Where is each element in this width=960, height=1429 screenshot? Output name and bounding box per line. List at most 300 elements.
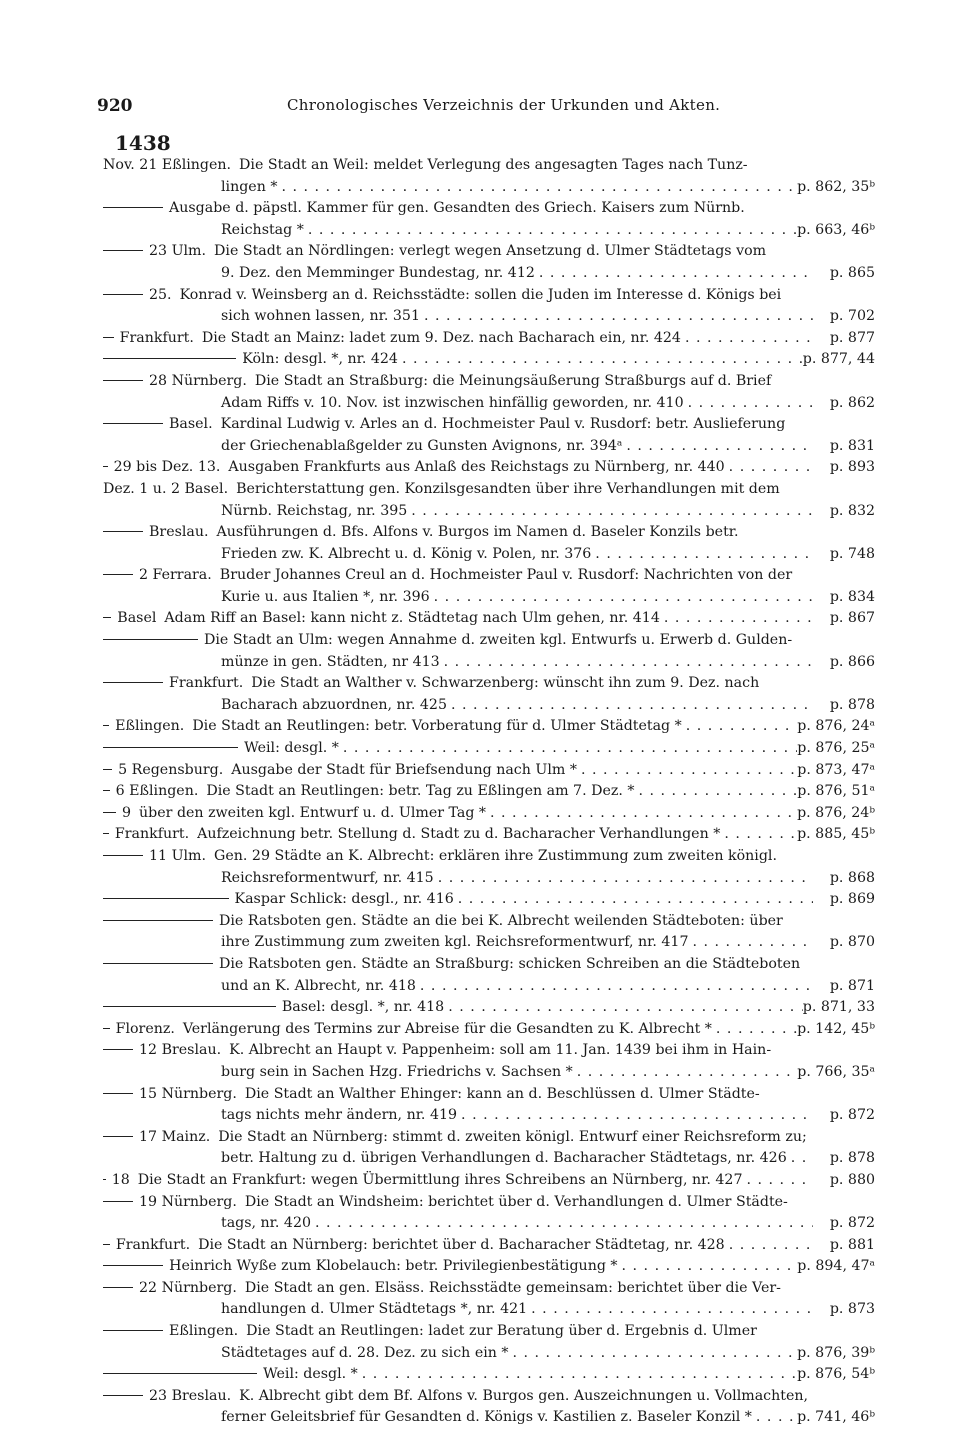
entry-line	[103, 760, 875, 782]
entry-date-place: Frankfurt.	[169, 675, 244, 692]
dot-leader	[277, 177, 797, 199]
dot-leader	[398, 349, 803, 371]
dot-leader	[416, 976, 813, 998]
entry	[103, 1386, 875, 1429]
running-title: Chronologisches Verzeichnis der Urkunden und Akten.	[287, 96, 721, 114]
page-reference: p. 872	[829, 1107, 875, 1124]
entry-line	[103, 263, 875, 285]
entry-text: betr. Haltung zu d. übrigen Verhandlungen d. Bacharacher Städtetags, nr. 426	[221, 1150, 787, 1167]
entry	[103, 1235, 875, 1257]
entry-line	[103, 177, 875, 199]
entry-line	[103, 781, 875, 803]
ditto-rule	[103, 380, 143, 381]
ditto-rule	[103, 963, 213, 964]
entry-list	[103, 155, 875, 1429]
entry-line	[103, 889, 875, 911]
ditto-rule	[103, 1244, 110, 1245]
entry	[103, 630, 875, 673]
entry-text: Verlängerung des Termins zur Abreise für die Gesandten zu K. Albrecht *	[182, 1020, 712, 1037]
entry	[103, 716, 875, 738]
entry-date-place: 2 Ferrara.	[139, 567, 212, 584]
entry	[103, 1278, 875, 1321]
page-reference: p. 872	[829, 1215, 875, 1232]
entry-text: handlungen d. Ulmer Städtetags *, nr. 421	[221, 1301, 528, 1318]
entry-line	[103, 479, 875, 501]
entry	[103, 1040, 875, 1083]
entry-line	[103, 1321, 875, 1343]
ditto-rule	[103, 1179, 106, 1180]
page-reference: p. 766, 35ᵃ	[797, 1063, 875, 1080]
page-reference: p. 741, 46ᵇ	[797, 1409, 875, 1426]
dot-leader	[440, 652, 813, 674]
entry-text: Die Stadt an Frankfurt: wegen Übermittlung ihres Schreibens an Nürnberg, nr. 427	[137, 1171, 743, 1188]
entry-text: Heinrich Wyße zum Klobelauch: betr. Privilegienbestätigung *	[169, 1258, 618, 1275]
ditto-rule	[103, 1028, 110, 1029]
dot-leader	[573, 1062, 798, 1084]
dot-leader	[420, 306, 813, 328]
dot-leader	[527, 1299, 813, 1321]
page-reference: p. 862	[829, 394, 875, 411]
entry-line	[103, 997, 875, 1019]
entry-line	[103, 1213, 875, 1235]
entry	[103, 565, 875, 608]
entry-line	[103, 306, 875, 328]
entry-line	[103, 868, 875, 890]
entry-date-place: 9	[122, 804, 132, 821]
entry-line	[103, 1040, 875, 1062]
dot-leader	[688, 932, 813, 954]
entry-text: Die Ratsboten gen. Städte an Straßburg: schicken Schreiben an die Städteboten	[219, 955, 801, 972]
ditto-rule	[103, 1006, 276, 1007]
entry-date-place: Dez. 1 u. 2 Basel.	[103, 480, 229, 497]
dot-leader	[535, 263, 813, 285]
entry-text: Die Stadt an Walther Ehinger: kann an d. Beschlüssen d. Ulmer Städte-	[244, 1085, 760, 1102]
entry-text: Ausgaben Frankfurts aus Anlaß des Reichstags zu Nürnberg, nr. 440	[228, 459, 725, 476]
entry	[103, 155, 875, 198]
ditto-rule	[103, 1330, 163, 1331]
dot-leader	[447, 695, 813, 717]
entry-text: Bruder Johannes Creul an d. Hochmeister Paul v. Rusdorf: Nachrichten von der	[219, 567, 793, 584]
entry-line	[103, 911, 875, 933]
entry-line	[103, 1170, 875, 1192]
entry	[103, 997, 875, 1019]
entry-text: 9. Dez. den Memminger Bundestag, nr. 412	[221, 264, 535, 281]
entry	[103, 1127, 875, 1170]
dot-leader	[682, 716, 798, 738]
entry-date-place: 12 Breslau.	[139, 1042, 222, 1059]
entry	[103, 328, 875, 350]
entry	[103, 457, 875, 479]
dot-leader	[444, 997, 803, 1019]
entry-line	[103, 349, 875, 371]
entry-text: der Griechenablaßgelder zu Gunsten Avignons, nr. 394ᵃ	[221, 437, 623, 454]
ditto-rule	[103, 250, 143, 251]
entry-text: Die Stadt an gen. Elsäss. Reichsstädte gemeinsam: berichtet über die Ver-	[244, 1279, 781, 1296]
entry-date-place: Eßlingen.	[115, 718, 185, 735]
entry-date-place: 18	[111, 1171, 130, 1188]
entry-text: Adam Riff an Basel: kann nicht z. Städtetag nach Ulm gehen, nr. 414	[164, 610, 660, 627]
entry-text: Ausgabe der Stadt für Briefsendung nach Ulm *	[231, 761, 577, 778]
entry-line	[103, 414, 875, 436]
entry-text: Reichsreformentwurf, nr. 415	[221, 869, 434, 886]
ditto-rule	[103, 639, 198, 640]
page-reference: p. 834	[829, 588, 875, 605]
entry-line	[103, 436, 875, 458]
entry-line	[103, 328, 875, 350]
entry-text: Aufzeichnung betr. Stellung d. Stadt zu d. Bacharacher Verhandlungen *	[197, 826, 721, 843]
dot-leader	[457, 1105, 813, 1127]
entry-text: Gen. 29 Städte an K. Albrecht: erklären ihre Zustimmung zum zweiten königl.	[214, 848, 777, 864]
entry-date-place: 17 Mainz.	[139, 1128, 211, 1145]
page-reference: p. 876, 54ᵇ	[797, 1366, 875, 1383]
page-reference: p. 867	[829, 610, 875, 627]
entry-line	[103, 1299, 875, 1321]
page-number: 920	[97, 96, 133, 116]
entry-line	[103, 716, 875, 738]
entry-line	[103, 1019, 875, 1041]
dot-leader	[725, 457, 813, 479]
dot-leader	[304, 220, 797, 242]
ditto-rule	[103, 1093, 133, 1094]
ditto-rule	[103, 812, 116, 813]
entry-text: Ausgabe d. päpstl. Kammer für gen. Gesandten des Griech. Kaisers zum Nürnb.	[169, 200, 745, 217]
entry-line	[103, 738, 875, 760]
ditto-rule	[103, 358, 236, 359]
entry-line	[103, 155, 875, 177]
dot-leader	[311, 1213, 813, 1235]
ditto-rule	[103, 1373, 257, 1374]
entry	[103, 241, 875, 284]
entry-line	[103, 1084, 875, 1106]
ditto-rule	[103, 725, 109, 726]
entry-line	[103, 803, 875, 825]
page-reference: p. 702	[829, 308, 875, 325]
dot-leader	[720, 824, 797, 846]
entry-text: und an K. Albrecht, nr. 418	[221, 977, 416, 994]
ditto-rule	[103, 1395, 143, 1396]
entry	[103, 198, 875, 241]
dot-leader	[486, 803, 797, 825]
ditto-rule	[103, 294, 143, 295]
entry-line	[103, 544, 875, 566]
entry-date-place: 15 Nürnberg.	[139, 1085, 237, 1102]
page-reference: p. 877	[829, 329, 875, 346]
entry	[103, 889, 875, 911]
page-reference: p. 873, 47ᵃ	[797, 761, 875, 778]
entry	[103, 954, 875, 997]
entry	[103, 1256, 875, 1278]
entry-line	[103, 241, 875, 263]
entry-text: burg sein in Sachen Hzg. Friedrichs v. Sachsen *	[221, 1063, 573, 1080]
page-reference: p. 878	[829, 1150, 875, 1167]
dot-leader	[577, 760, 797, 782]
page-reference: p. 871	[829, 977, 875, 994]
entry	[103, 1019, 875, 1041]
entry-date-place: 6 Eßlingen.	[115, 783, 199, 800]
entry-date-place: Frankfurt.	[115, 1236, 191, 1253]
ditto-rule	[103, 682, 163, 683]
ditto-rule	[103, 747, 238, 748]
entry-line	[103, 587, 875, 609]
entry-line	[103, 1278, 875, 1300]
entry-line	[103, 695, 875, 717]
ditto-rule	[103, 466, 108, 467]
entry-line	[103, 1148, 875, 1170]
entry-line	[103, 1364, 875, 1386]
year-heading: 1438	[115, 131, 171, 155]
entry-date-place: Eßlingen.	[169, 1323, 239, 1340]
entry-text: Berichterstattung gen. Konzilsgesandten über ihre Verhandlungen mit dem	[236, 480, 780, 497]
ditto-rule	[103, 790, 110, 791]
entry-text: lingen *	[221, 178, 278, 195]
page-reference: p. 876, 25ᵃ	[797, 740, 875, 757]
entry	[103, 673, 875, 716]
page-reference: p. 873	[829, 1301, 875, 1318]
entry-date-place: Basel	[117, 610, 157, 627]
entry-text: Frieden zw. K. Albrecht u. d. König v. Polen, nr. 376	[221, 545, 592, 562]
entry-line	[103, 1235, 875, 1257]
ditto-rule	[103, 1136, 133, 1137]
entry-line	[103, 976, 875, 998]
page-reference: p. 871, 33	[802, 999, 875, 1016]
entry	[103, 522, 875, 565]
entry-line	[103, 630, 875, 652]
entry-text: Ausführungen d. Bfs. Alfons v. Burgos im Namen d. Baseler Konzils betr.	[216, 524, 739, 541]
entry-line	[103, 371, 875, 393]
entry-text: K. Albrecht gibt dem Bf. Alfons v. Burgos gen. Auszeichnungen u. Vollmachten,	[239, 1387, 808, 1404]
entry-date-place: 22 Nürnberg.	[139, 1279, 237, 1296]
entry-line	[103, 652, 875, 674]
dot-leader	[407, 501, 813, 523]
ditto-rule	[103, 898, 229, 899]
entry-text: Kaspar Schlick: desgl., nr. 416	[234, 891, 454, 908]
entry-line	[103, 565, 875, 587]
ditto-rule	[103, 1049, 133, 1050]
entry-line	[103, 501, 875, 523]
entry-text: Die Stadt an Walther v. Schwarzenberg: wünscht ihn zum 9. Dez. nach	[251, 675, 760, 692]
entry	[103, 781, 875, 803]
dot-leader	[430, 587, 813, 609]
dot-leader	[742, 1170, 813, 1192]
entry-text: Kurie u. aus Italien *, nr. 396	[221, 588, 430, 605]
entry-text: Die Stadt an Ulm: wegen Annahme d. zweiten kgl. Entwurfs u. Erwerb d. Gulden-	[204, 632, 793, 649]
entry	[103, 371, 875, 414]
entry	[103, 414, 875, 457]
entry-text: münze in gen. Städten, nr 413	[221, 653, 440, 670]
entry-date-place: Nov. 21 Eßlingen.	[103, 157, 232, 173]
page-reference: p. 748	[829, 545, 875, 562]
ditto-rule	[103, 423, 163, 424]
entry-text: Konrad v. Weinsberg an d. Reichsstädte: sollen die Juden im Interesse d. Königs bei	[179, 286, 782, 303]
page-reference: p. 869	[829, 891, 875, 908]
ditto-rule	[103, 920, 213, 921]
page-reference: p. 831	[829, 437, 875, 454]
ditto-rule	[103, 1287, 133, 1288]
entry	[103, 349, 875, 371]
page-reference: p. 862, 35ᵇ	[797, 178, 875, 195]
entry-text: tags, nr. 420	[221, 1215, 312, 1232]
dot-leader	[454, 889, 813, 911]
entry-text: Die Stadt an Straßburg: die Meinungsäußerung Straßburgs auf d. Brief	[254, 372, 772, 389]
page-reference: p. 868	[829, 869, 875, 886]
entry	[103, 760, 875, 782]
page-reference: p. 876, 24ᵇ	[797, 804, 875, 821]
entry-line	[103, 1062, 875, 1084]
entry-line	[103, 1386, 875, 1408]
entry-text: Köln: desgl. *, nr. 424	[242, 351, 398, 368]
entry-date-place: 25.	[149, 286, 172, 303]
dot-leader	[591, 544, 813, 566]
entry-text: Die Stadt an Windsheim: berichtet über d. Verhandlungen d. Ulmer Städte-	[244, 1193, 788, 1210]
ditto-rule	[103, 337, 114, 338]
entry-line	[103, 1407, 875, 1429]
entry-text: Die Stadt an Nürnberg: stimmt d. zweiten königl. Entwurf einer Reichsreform zu;	[218, 1128, 807, 1145]
entry-line	[103, 846, 875, 868]
entry-line	[103, 220, 875, 242]
dot-leader	[681, 328, 813, 350]
entry-text: tags nichts mehr ändern, nr. 419	[221, 1107, 458, 1124]
entry-text: Adam Riffs v. 10. Nov. ist inzwischen hinfällig geworden, nr. 410	[221, 394, 684, 411]
entry	[103, 285, 875, 328]
dot-leader	[634, 781, 797, 803]
entry-line	[103, 954, 875, 976]
dot-leader	[660, 608, 813, 630]
entry-line	[103, 1343, 875, 1365]
entry	[103, 1364, 875, 1386]
dot-leader	[339, 738, 797, 760]
entry-line	[103, 1192, 875, 1214]
entry-text: Nürnb. Reichstag, nr. 395	[221, 502, 408, 519]
entry-text: Die Stadt an Nürnberg: berichtet über d. Bacharacher Städtetag, nr. 428	[198, 1236, 725, 1253]
entry-date-place: 23 Breslau.	[149, 1387, 232, 1404]
page-reference: p. 866	[829, 653, 875, 670]
entry-text: über den zweiten kgl. Entwurf u. d. Ulmer Tag *	[139, 804, 487, 821]
entry	[103, 608, 875, 630]
entry	[103, 479, 875, 522]
entry	[103, 738, 875, 760]
entry-text: Weil: desgl. *	[244, 740, 339, 757]
entry	[103, 803, 875, 825]
page-reference: p. 893	[829, 459, 875, 476]
entry-text: Bacharach abzuordnen, nr. 425	[221, 696, 447, 713]
dot-leader	[712, 1019, 797, 1041]
entry-text: Weil: desgl. *	[263, 1366, 358, 1383]
entry-date-place: Frankfurt.	[114, 826, 190, 843]
entry-line	[103, 824, 875, 846]
entry-line	[103, 198, 875, 220]
entry-text: Die Stadt an Weil: meldet Verlegung des angesagten Tages nach Tunz-	[239, 157, 748, 173]
page-reference: p. 876, 51ᵃ	[797, 783, 875, 800]
ditto-rule	[103, 833, 109, 834]
entry-date-place: Frankfurt.	[119, 329, 194, 346]
entry-line	[103, 673, 875, 695]
entry-text: Die Stadt an Nördlingen: verlegt wegen Ansetzung d. Ulmer Städtetags vom	[214, 243, 767, 260]
entry-line	[103, 522, 875, 544]
ditto-rule	[103, 617, 111, 618]
entry-text: ferner Geleitsbrief für Gesandten d. Königs v. Kastilien z. Baseler Konzil *	[221, 1409, 752, 1426]
ditto-rule	[103, 574, 133, 575]
page-reference: p. 142, 45ᵇ	[797, 1020, 875, 1037]
entry-text: Die Stadt an Mainz: ladet zum 9. Dez. nach Bacharach ein, nr. 424	[201, 329, 681, 346]
dot-leader	[509, 1343, 798, 1365]
ditto-rule	[103, 855, 143, 856]
ditto-rule	[103, 207, 163, 208]
page-reference: p. 832	[829, 502, 875, 519]
entry-date-place: Basel.	[169, 416, 213, 433]
entry	[103, 1084, 875, 1127]
page-reference: p. 876, 39ᵇ	[797, 1344, 875, 1361]
page-reference: p. 880	[829, 1171, 875, 1188]
entry-text: Die Stadt an Reutlingen: betr. Tag zu Eßlingen am 7. Dez. *	[206, 783, 635, 800]
page-reference: p. 870	[829, 934, 875, 951]
page-reference: p. 894, 47ᵃ	[797, 1258, 875, 1275]
entry-date-place: 23 Ulm.	[149, 243, 207, 260]
entry-text: sich wohnen lassen, nr. 351	[221, 308, 420, 325]
entry	[103, 846, 875, 889]
entry-text: Die Ratsboten gen. Städte an die bei K. Albrecht weilenden Städteboten: über	[219, 912, 783, 929]
entry	[103, 911, 875, 954]
dot-leader	[622, 436, 813, 458]
entry	[103, 824, 875, 846]
entry-date-place: 28 Nürnberg.	[149, 372, 247, 389]
entry-date-place: 5 Regensburg.	[118, 761, 224, 778]
dot-leader	[787, 1148, 813, 1170]
entry-line	[103, 608, 875, 630]
entry	[103, 1170, 875, 1192]
dot-leader	[618, 1256, 798, 1278]
ditto-rule	[103, 1265, 163, 1266]
entry	[103, 1192, 875, 1235]
dot-leader	[434, 868, 813, 890]
entry-line	[103, 932, 875, 954]
entry	[103, 1321, 875, 1364]
entry-date-place: Breslau.	[149, 524, 209, 541]
entry-text: Die Stadt an Reutlingen: ladet zur Beratung über d. Ergebnis d. Ulmer	[246, 1323, 757, 1340]
page-reference: p. 885, 45ᵇ	[797, 826, 875, 843]
dot-leader	[358, 1364, 797, 1386]
entry-line	[103, 285, 875, 307]
dot-leader	[752, 1407, 797, 1429]
entry-line	[103, 1105, 875, 1127]
entry-text: Die Stadt an Reutlingen: betr. Vorberatung für d. Ulmer Städtetag *	[192, 718, 682, 735]
entry-line	[103, 1127, 875, 1149]
ditto-rule	[103, 1201, 133, 1202]
entry-line	[103, 457, 875, 479]
page-reference: p. 876, 24ᵃ	[797, 718, 875, 735]
entry-date-place: 29 bis Dez. 13.	[113, 459, 221, 476]
page-reference: p. 663, 46ᵇ	[797, 221, 875, 238]
ditto-rule	[103, 531, 143, 532]
page-reference: p. 881	[829, 1236, 875, 1253]
entry-text: Basel: desgl. *, nr. 418	[281, 999, 445, 1016]
entry-line	[103, 1256, 875, 1278]
ditto-rule	[103, 769, 112, 770]
entry-text: Reichstag *	[221, 221, 304, 238]
page-reference: p. 878	[829, 696, 875, 713]
dot-leader	[684, 393, 813, 415]
page-reference: p. 865	[829, 264, 875, 281]
entry-line	[103, 393, 875, 415]
entry-date-place: 11 Ulm.	[149, 848, 207, 864]
entry-text: ihre Zustimmung zum zweiten kgl. Reichsreformentwurf, nr. 417	[221, 934, 689, 951]
entry-text: K. Albrecht an Haupt v. Pappenheim: soll am 11. Jan. 1439 bei ihm in Hain-	[229, 1042, 772, 1059]
entry-date-place: Florenz.	[115, 1020, 175, 1037]
entry-date-place: 19 Nürnberg.	[139, 1193, 237, 1210]
entry-text: Städtetages auf d. 28. Dez. zu sich ein *	[221, 1344, 509, 1361]
page-reference: p. 877, 44	[802, 351, 875, 368]
dot-leader	[725, 1235, 813, 1257]
entry-text: Kardinal Ludwig v. Arles an d. Hochmeister Paul v. Rusdorf: betr. Auslieferung	[220, 416, 786, 433]
